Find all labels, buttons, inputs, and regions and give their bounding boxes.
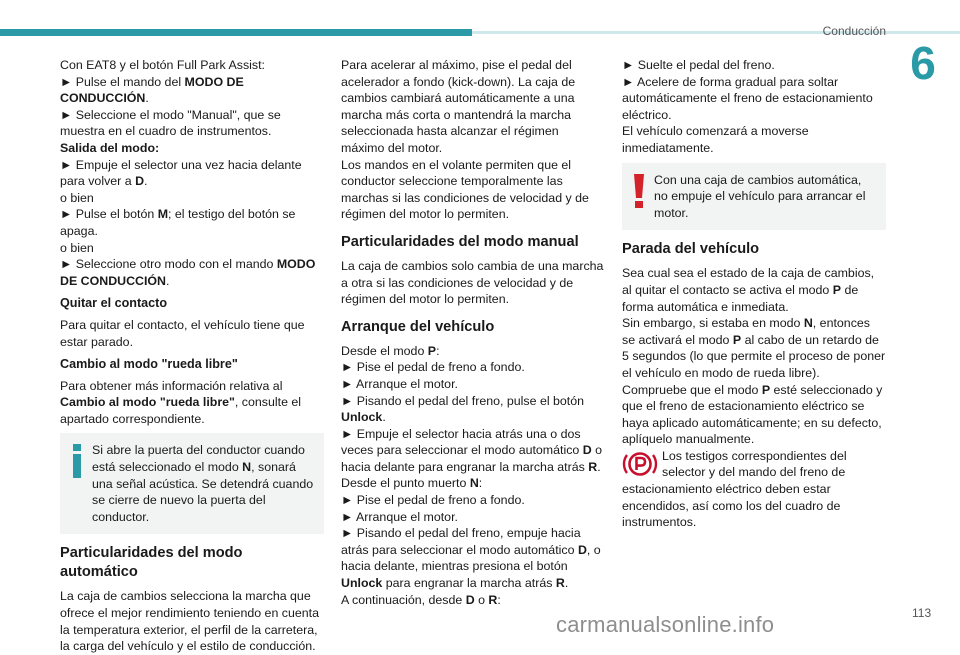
info-icon bbox=[68, 444, 86, 478]
column-2 bbox=[341, 57, 605, 608]
paragraph: Sin embargo, si estaba en modo N, entonces se activará el modo P al cabo de un retardo de 5 segundos (lo que permite el proceso de poner el vehículo en modo de rueda libre). bbox=[622, 316, 886, 380]
step-text: ► Acelere de forma gradual para soltar automáticamente el freno de estacionamiento eléctrico. bbox=[622, 74, 873, 122]
header-accent-bar bbox=[0, 29, 472, 36]
section-title: Conducción bbox=[822, 24, 886, 38]
step-text: ► Suelte el pedal del freno. bbox=[622, 58, 775, 72]
heading-stop-vehicle: Parada del vehículo bbox=[622, 241, 760, 258]
paragraph: Sea cual sea el estado de la caja de cambios, al quitar el contacto se activa el modo P de forma automática e inmediata. bbox=[622, 266, 875, 314]
paragraph: Para obtener más información relativa al Cambio al modo "rueda libre", consulte el apartado correspondiente. bbox=[60, 378, 302, 426]
heading-start-vehicle: Arranque del vehículo bbox=[341, 318, 495, 335]
paragraph: Compruebe que el modo P esté seleccionado y que el freno de estacionamiento eléctrico se haya aplicado automáticamente; en su defecto, aplíquelo manualmente. bbox=[622, 382, 883, 447]
exit-mode-title: Salida del modo: bbox=[60, 140, 160, 155]
or-text: o bien bbox=[60, 240, 94, 255]
step-text: ► Empuje el selector hacia atrás una o dos veces para seleccionar el modo automático D o hacia delante para engranar la marcha atrás R. bbox=[341, 426, 603, 474]
heading-automatic-mode: Particularidades del modo automático bbox=[60, 545, 243, 581]
step-text: ► Pisando el pedal del freno, pulse el botón Unlock. bbox=[341, 393, 585, 425]
heading-freewheel: Cambio al modo "rueda libre" bbox=[60, 357, 238, 372]
info-note: Si abre la puerta del conductor cuando está seleccionado el modo N, sonará una señal acústica. Se detendrá cuando se cierre de nuevo la puerta del conductor. bbox=[60, 433, 324, 534]
step-text: Desde el modo P: bbox=[341, 343, 440, 358]
step-text: ► Arranque el motor. bbox=[341, 509, 458, 524]
column-1 bbox=[60, 57, 324, 655]
step-text: ► Pisando el pedal del freno, empuje hacia atrás para seleccionar el modo automático D, o hacia delante, mientras presiona el botón Unlock para engranar la marcha atrás R. bbox=[341, 526, 601, 591]
step-text: ► Pise el pedal de freno a fondo. bbox=[341, 360, 525, 375]
watermark: carmanualsonline.info bbox=[556, 612, 775, 637]
step-text: ► Seleccione otro modo con el mando MODO DE CONDUCCIÓN. bbox=[60, 257, 316, 288]
step-text: ► Seleccione el modo "Manual", que se muestra en el cuadro de instrumentos. bbox=[60, 107, 281, 139]
heading-ignition-off: Quitar el contacto bbox=[60, 296, 168, 311]
paragraph: Para acelerar al máximo, pise el pedal del acelerador a fondo (kick-down). La caja de cambios cambiará automáticamente a una marcha más corta o mantendrá la marcha seleccionada hasta alcanzar el régimen máximo del motor. bbox=[341, 58, 576, 155]
step-text: ► Empuje el selector una vez hacia delante para volver a D. bbox=[60, 157, 302, 189]
chapter-number: 6 bbox=[910, 37, 936, 89]
intro-text: Con EAT8 y el botón Full Park Assist: bbox=[60, 58, 265, 72]
step-text: ► Pulse el botón M; el testigo del botón se apaga. bbox=[60, 207, 296, 238]
parking-brake-icon bbox=[622, 448, 658, 480]
or-text: o bien bbox=[60, 190, 94, 205]
step-text: Desde el punto muerto N: bbox=[341, 476, 483, 491]
header-rule bbox=[472, 31, 960, 34]
heading-manual-mode: Particularidades del modo manual bbox=[341, 233, 579, 250]
step-text: ► Pulse el mando del MODO DE CONDUCCIÓN. bbox=[60, 74, 244, 106]
paragraph: La caja de cambios selecciona la marcha que ofrece el mejor rendimiento teniendo en cuenta la temperatura exterior, el perfil de la carretera, la carga del vehículo y el estilo de conducción. bbox=[60, 589, 319, 654]
step-text: A continuación, desde D o R: bbox=[341, 592, 501, 607]
column-3 bbox=[622, 57, 886, 531]
step-text: ► Pise el pedal de freno a fondo. bbox=[341, 493, 525, 508]
step-text: ► Arranque el motor. bbox=[341, 376, 458, 391]
paragraph: Los mandos en el volante permiten que el conductor seleccione temporalmente las marchas si las condiciones de velocidad y de régimen del motor lo permiten. bbox=[341, 157, 589, 222]
paragraph: Los testigos correspondientes del selector y del mando del freno de estacionamiento eléctrico deben estar encendidos, así como los del cuadro de instrumentos. bbox=[622, 448, 847, 530]
paragraph: El vehículo comenzará a moverse inmediatamente. bbox=[622, 124, 809, 155]
page-number: 113 bbox=[912, 606, 932, 620]
warning-note: Con una caja de cambios automática, no empuje el vehículo para arrancar el motor. bbox=[622, 163, 886, 231]
paragraph: La caja de cambios solo cambia de una marcha a otra si las condiciones de velocidad y de régimen del motor lo permiten. bbox=[341, 258, 604, 307]
warning-icon bbox=[630, 174, 648, 208]
paragraph: Para quitar el contacto, el vehículo tiene que estar parado. bbox=[60, 317, 305, 349]
